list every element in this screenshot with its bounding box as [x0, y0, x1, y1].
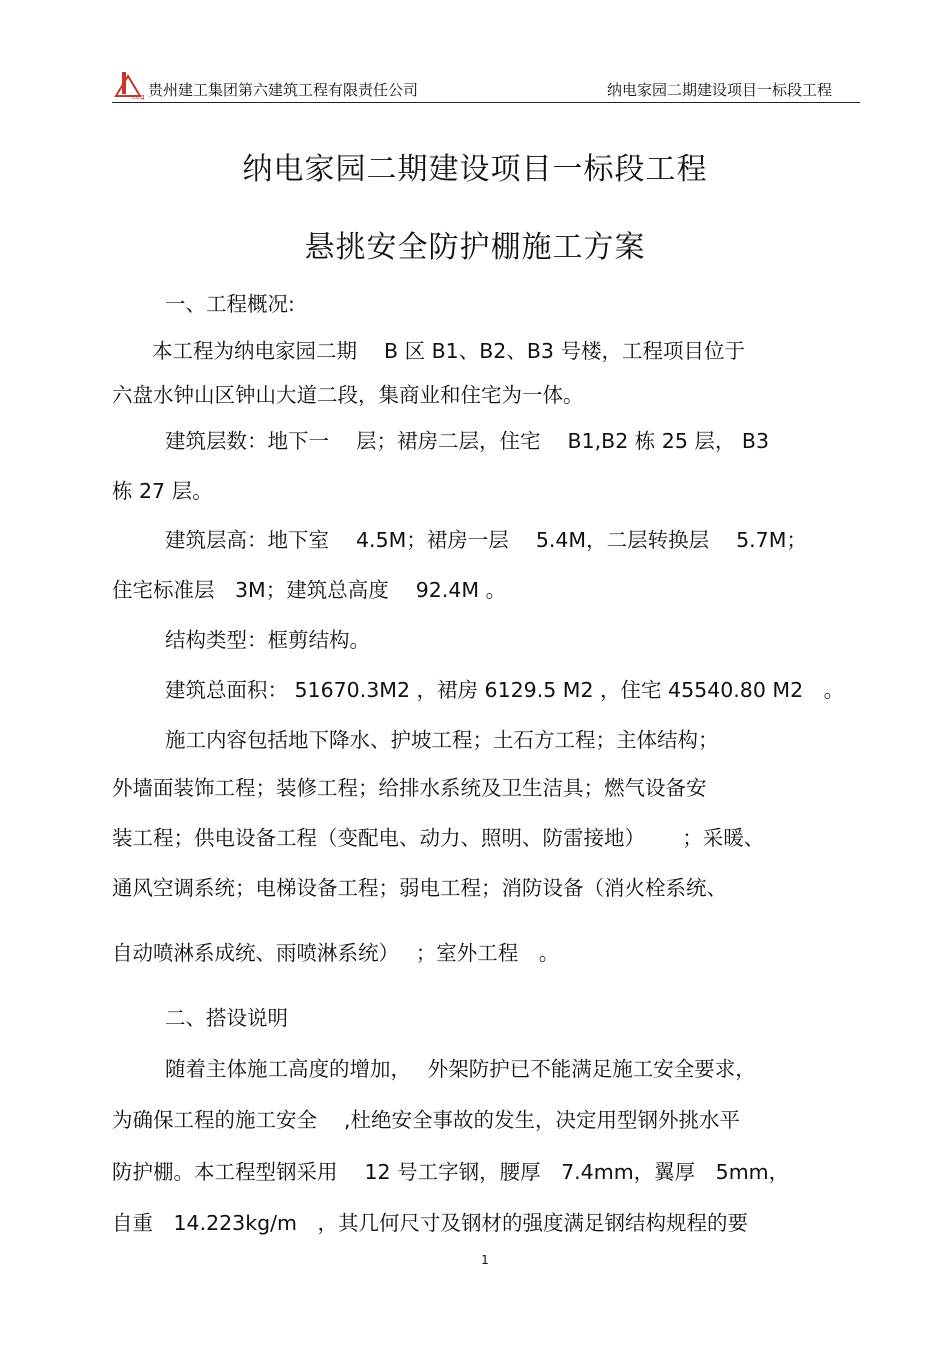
paragraph-line: 本工程为纳电家园二期 B 区 B1、B2、B3 号楼，工程项目位于: [152, 339, 745, 363]
paragraph-line: 外墙面装饰工程；装修工程；给排水系统及卫生洁具；燃气设备安: [112, 776, 707, 800]
paragraph-line: 建筑层数：地下一 层；裙房二层，住宅 B1,B2 栋 25 层， B3: [165, 429, 770, 453]
paragraph-line: 住宅标准层 3M；建筑总高度 92.4M 。: [112, 578, 507, 602]
paragraph-line: 六盘水钟山区钟山大道二段，集商业和住宅为一体。: [112, 383, 584, 407]
document-subtitle: 悬挑安全防护棚施工方案: [304, 230, 646, 265]
header-divider: [112, 102, 860, 103]
document-title: 纳电家园二期建设项目一标段工程: [242, 152, 708, 187]
section-heading-setup: 二、搭设说明: [165, 1006, 288, 1030]
company-name: 贵州建工集团第六建筑工程有限责任公司: [148, 81, 419, 99]
paragraph-line: 结构类型：框剪结构。: [165, 628, 370, 652]
page-header: [112, 70, 860, 104]
paragraph-line: 为确保工程的施工安全 ,杜绝安全事故的发生，决定用型钢外挑水平: [112, 1108, 741, 1132]
paragraph-line: 建筑总面积： 51670.3M2 ，裙房 6129.5 M2 ，住宅 45540.80 M2 。: [165, 678, 845, 702]
paragraph-line: 通风空调系统；电梯设备工程；弱电工程；消防设备（消火栓系统、: [112, 876, 727, 900]
paragraph-line: 防护棚。本工程型钢采用 12 号工字钢，腰厚 7.4mm，翼厚 5mm，: [112, 1160, 790, 1184]
paragraph-line: 自重 14.223kg/m ，其几何尺寸及钢材的强度满足钢结构规程的要: [112, 1211, 748, 1235]
company-logo-icon: [112, 70, 146, 100]
paragraph-line: 随着主体施工高度的增加， 外架防护已不能满足施工安全要求，: [165, 1057, 756, 1081]
page-number: 1: [481, 1253, 489, 1267]
paragraph-line: 栋 27 层。: [112, 479, 213, 503]
paragraph-line: 建筑层高：地下室 4.5M；裙房一层 5.4M，二层转换层 5.7M；: [165, 528, 807, 552]
section-heading-overview: 一、工程概况:: [165, 292, 295, 316]
paragraph-line: 装工程；供电设备工程（变配电、动力、照明、防雷接地） ；采暖、: [112, 826, 765, 850]
paragraph-line: 施工内容包括地下降水、护坡工程；土石方工程；主体结构；: [165, 728, 719, 752]
paragraph-line: 自动喷淋系成统、雨喷淋系统） ；室外工程 。: [112, 941, 560, 965]
logo-text: ceg: [132, 93, 145, 100]
header-project-name: 纳电家园二期建设项目一标段工程: [606, 81, 832, 99]
